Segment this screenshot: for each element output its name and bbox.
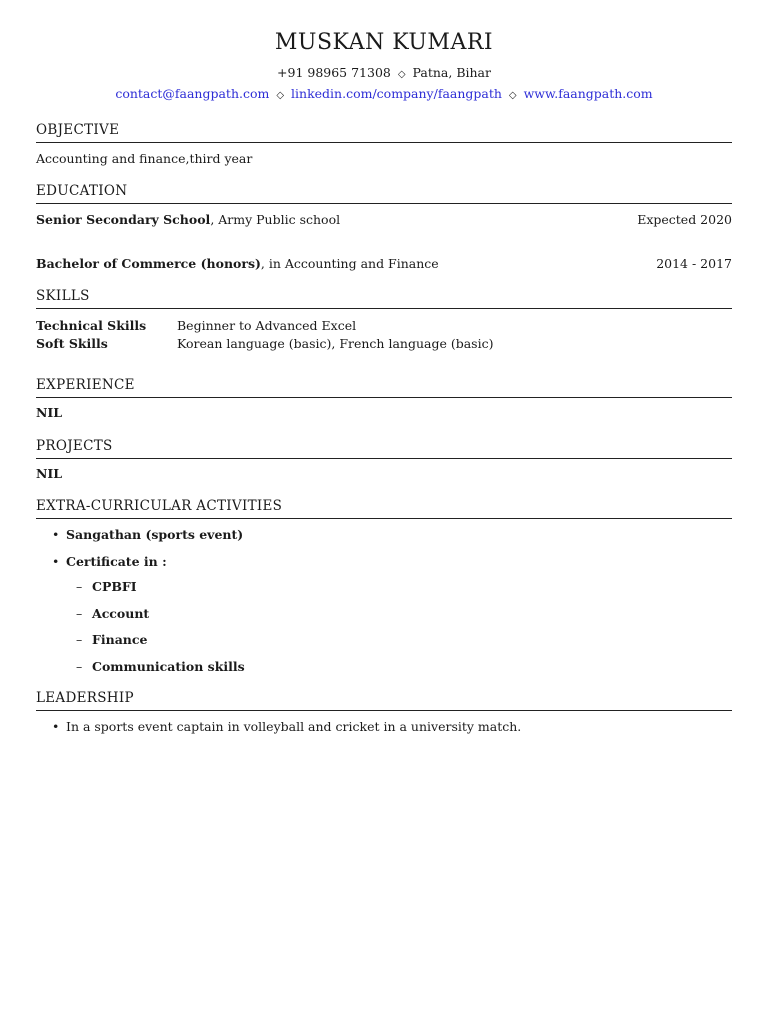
experience-text: NIL [36, 405, 63, 420]
links-line [36, 86, 732, 101]
certificate-list [36, 579, 732, 685]
section-title-experience: EXPERIENCE [36, 377, 732, 398]
diamond-separator-icon: ◇ [397, 69, 406, 80]
section-title-skills: SKILLS [36, 288, 732, 309]
education-date: Expected 2020 [637, 212, 732, 227]
section-title-projects: PROJECTS [36, 438, 732, 459]
certificate-item [36, 579, 732, 606]
projects-text: NIL [36, 466, 63, 481]
dash-icon: – [76, 632, 83, 647]
education-degree: Senior Secondary School [36, 212, 211, 227]
section-title-objective: OBJECTIVE [36, 122, 732, 143]
phone-number: +91 98965 71308 [277, 65, 391, 80]
list-item [36, 527, 732, 554]
dash-icon: – [76, 605, 83, 621]
skill-value: Beginner to Advanced Excel [177, 318, 357, 333]
skill-row [36, 336, 732, 354]
candidate-name: MUSKAN KUMARI [274, 30, 494, 55]
skill-label: Soft Skills [36, 336, 108, 351]
location: Patna, Bihar [412, 65, 491, 80]
list-item-text: Certificate in : [66, 553, 167, 569]
education-detail: , Army Public school [210, 212, 341, 227]
email-link[interactable]: contact@faangpath.com [115, 86, 270, 101]
objective-text: Accounting and finance,third year [36, 151, 253, 166]
dash-icon: – [76, 579, 83, 594]
bullet-icon: • [52, 719, 60, 734]
list-item [36, 554, 732, 581]
education-degree: Bachelor of Commerce (honors) [36, 256, 261, 271]
leadership-list [36, 719, 732, 746]
bullet-icon: • [52, 553, 60, 569]
certificate-text: Finance [92, 632, 148, 647]
bullet-icon: • [52, 527, 60, 542]
list-item-text: In a sports event captain in volleyball and cricket in a university match. [66, 719, 522, 734]
list-item-text: Sangathan (sports event) [66, 527, 244, 542]
skill-value: Korean language (basic), French language (basic) [177, 336, 494, 351]
skills-table [36, 318, 732, 354]
linkedin-link[interactable]: linkedin.com/company/faangpath [291, 86, 502, 101]
diamond-separator-icon: ◇ [508, 90, 517, 101]
education-detail: , in Accounting and Finance [260, 256, 439, 271]
section-title-extracurricular: EXTRA-CURRICULAR ACTIVITIES [36, 498, 732, 519]
dash-icon: – [76, 658, 83, 674]
certificate-text: Communication skills [92, 658, 245, 674]
certificate-text: CPBFI [92, 579, 137, 594]
education-date: 2014 - 2017 [656, 256, 732, 271]
education-entry [36, 212, 732, 227]
certificate-item [36, 632, 732, 659]
certificate-item [36, 659, 732, 686]
certificate-text: Account [92, 605, 150, 621]
skill-label: Technical Skills [36, 318, 147, 333]
section-title-leadership: LEADERSHIP [36, 690, 732, 711]
certificate-item [36, 606, 732, 633]
education-entry [36, 256, 732, 271]
website-link[interactable]: www.faangpath.com [523, 86, 653, 101]
extracurricular-list [36, 527, 732, 580]
list-item [36, 719, 732, 746]
diamond-separator-icon: ◇ [276, 90, 285, 101]
section-title-education: EDUCATION [36, 183, 732, 204]
contact-line [36, 65, 732, 80]
skill-row [36, 318, 732, 336]
